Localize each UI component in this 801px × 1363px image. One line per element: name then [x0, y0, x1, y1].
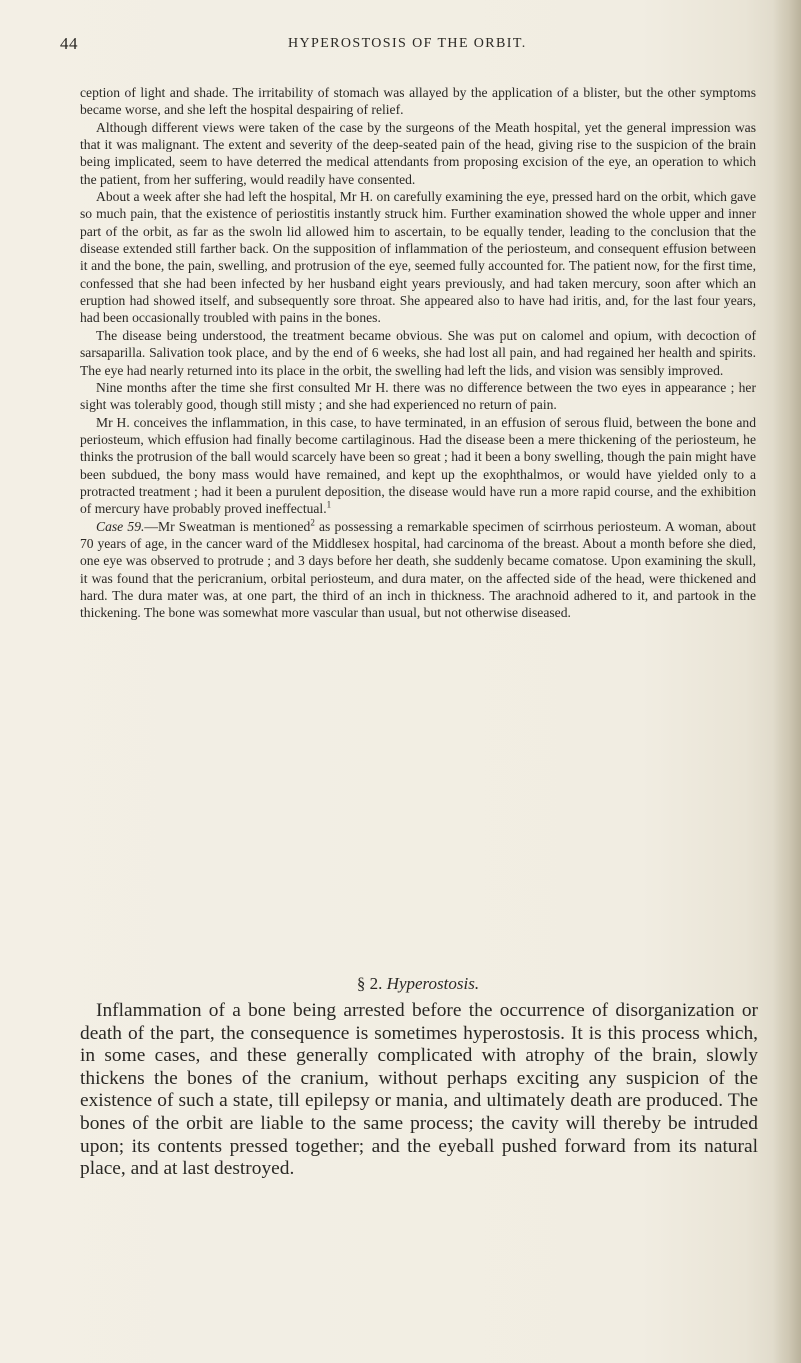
case-text-b: as possessing a remarkable specimen of scirrhous periosteum. A woman, about 70 years of age, in the cancer ward of the Middlesex hospital, had carcinoma of the breast. About a month before she died, one eye was observed to protrude ; and 3 days before her death, she suddenly became comatose. Upon examining the skull, it was found that the pericranium, orbital periosteum, and dura mater, on the affected side of the head, were thickened and hard. The dura mater was, at one part, the third of an inch in thickness. The arachnoid adhered to it, and partook in the thickening. The bone was somewhat more vascular than usual, but not otherwise diseased.	[80, 518, 756, 621]
section-number: § 2.	[356, 974, 383, 993]
section-heading	[80, 974, 756, 994]
paragraph-1: ception of light and shade. The irritability of stomach was allayed by the application of a blister, but the other symptoms became worse, and she left the hospital despairing of relief.	[80, 85, 756, 118]
paragraph-3: About a week after she had left the hospital, Mr H. on carefully examining the eye, pressed hard on the orbit, which gave so much pain, that the existence of periostitis instantly struck him. Further examination showed the whole upper and inner part of the orbit, as far as the swoln lid allowed him to ascertain, to be equally tender, leading to the conclusion that the disease extended still farther back. On the supposition of inflammation of the periosteum, and consequent effusion between it and the bone, the pain, swelling, and protrusion of the eye, seemed fully accounted for. The patient now, for the first time, confessed that she had been infected by her husband eight years previously, and had taken mercury, soon after which an eruption had showed itself, and subsequently sore throat. She appeared also to have had iritis, and, for the last four years, had been occasionally troubled with pains in the bones.	[80, 189, 756, 326]
footnote-marker-1: 1	[326, 499, 332, 510]
paragraph-2: Although different views were taken of the case by the surgeons of the Meath hospital, yet the general impression was that it was malignant. The extent and severity of the deep-seated pain of the head, giving rise to the suspicion of the brain being implicated, seem to have deterred the medical attendants from proposing excision of the eye, an operation to which the patient, from her suffering, would readily have consented.	[80, 119, 756, 187]
paragraph-6	[80, 414, 756, 518]
page-edge-shadow	[773, 0, 801, 1363]
case-text-a: —Mr Sweatman is mentioned	[144, 518, 311, 534]
footnote-marker-2: 2	[310, 517, 315, 528]
paragraph-5: Nine months after the time she first consulted Mr H. there was no difference between the two eyes in appearance ; her sight was tolerably good, though still misty ; and she had experienced no return of pain.	[80, 379, 756, 413]
case-label: Case 59.	[96, 518, 145, 534]
paragraph-7-case	[80, 518, 756, 622]
small-print-body	[80, 84, 756, 622]
running-head: HYPEROSTOSIS OF THE ORBIT.	[288, 36, 527, 51]
page-header	[60, 34, 760, 58]
page-number: 44	[60, 34, 78, 53]
section-title: Hyperostosis.	[386, 974, 480, 993]
paragraph-4: The disease being understood, the treatment became obvious. She was put on calomel and opium, with decoction of sarsaparilla. Salivation took place, and by the end of 6 weeks, she had lost all pain, and had regained her health and spirits. The eye had nearly returned into its place in the orbit, the swelling had left the lids, and vision was sensibly improved.	[80, 327, 756, 378]
paragraph-6-text: Mr H. conceives the inflammation, in this case, to have terminated, in an effusion of serous fluid, between the bone and periosteum, which effusion had finally become cartilaginous. Had the disease been a mere thickening of the periosteum, he thinks the protrusion of the ball would scarcely have been so great ; had it been a bony swelling, though the pain might have been subdued, the bony mass would have remained, and kept up the exophthalmos, or would have yielded only to a protracted treatment ; had it been a purulent deposition, the disease would have run a more rapid course, and the exhibition of mercury have probably proved ineffectual.	[80, 414, 756, 517]
hyperostosis-paragraph: Inflammation of a bone being arrested before the occurrence of disorganization or death of the part, the consequence is sometimes hyperostosis. It is this process which, in some cases, and these generally complicated with atrophy of the brain, slowly thickens the bones of the cranium, without perhaps exciting any suspicion of the existence of such a state, till epilepsy or mania, and ultimately death are produced. The bones of the orbit are liable to the same process; the cavity will thereby be intruded upon; its contents pressed together; and the eyeball pushed forward from its natural place, and at last destroyed.	[80, 1000, 758, 1180]
large-print-body	[80, 1000, 758, 1181]
